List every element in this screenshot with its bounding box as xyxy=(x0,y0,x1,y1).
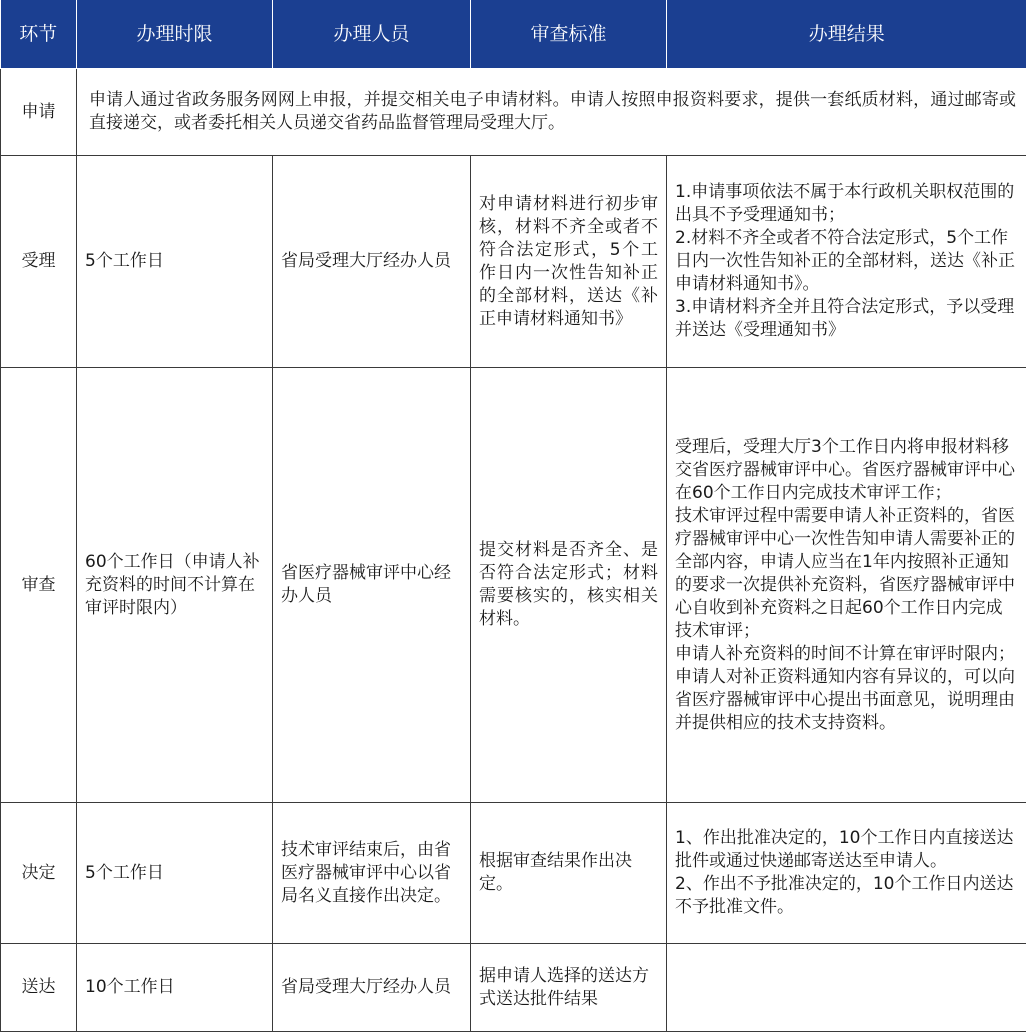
stage-cell: 申请 xyxy=(1,69,77,156)
table-row-deliver xyxy=(1,944,1026,1032)
header-row xyxy=(1,0,1026,69)
handler-cell: 技术审评结束后，由省医疗器械审评中心以省局名义直接作出决定。 xyxy=(273,803,471,944)
header-result: 办理结果 xyxy=(667,0,1026,69)
time-limit-cell: 10个工作日 xyxy=(77,944,273,1032)
time-limit-cell: 60个工作日（申请人补充资料的时间不计算在审评时限内） xyxy=(77,368,273,803)
stage-cell: 受理 xyxy=(1,156,77,368)
criteria-cell: 根据审查结果作出决定。 xyxy=(471,803,667,944)
time-limit-cell: 5个工作日 xyxy=(77,803,273,944)
table-row-review xyxy=(1,368,1026,803)
stage-cell: 审查 xyxy=(1,368,77,803)
stage-cell: 决定 xyxy=(1,803,77,944)
stage-cell: 送达 xyxy=(1,944,77,1032)
criteria-cell: 提交材料是否齐全、是否符合法定形式；材料需要核实的，核实相关材料。 xyxy=(471,368,667,803)
result-cell: 1、作出批准决定的，10个工作日内直接送达批件或通过快递邮寄送达至申请人。 2、作出不予批准决定的，10个工作日内送达不予批准文件。 xyxy=(667,803,1026,944)
criteria-cell: 据申请人选择的送达方式送达批件结果 xyxy=(471,944,667,1032)
header-handler: 办理人员 xyxy=(273,0,471,69)
header-stage: 环节 xyxy=(1,0,77,69)
header-criteria: 审查标准 xyxy=(471,0,667,69)
result-cell xyxy=(667,944,1026,1032)
time-limit-cell: 5个工作日 xyxy=(77,156,273,368)
result-cell: 1.申请事项依法不属于本行政机关职权范围的出具不予受理通知书； 2.材料不齐全或者不符合法定形式，5个工作日内一次性告知补正的全部材料，送达《补正申请材料通知书》。 3.申请材料齐全并且符合法定形式，予以受理并送达《受理通知书》 xyxy=(667,156,1026,368)
table-row-apply xyxy=(1,69,1026,156)
handler-cell: 省医疗器械审评中心经办人员 xyxy=(273,368,471,803)
result-cell: 受理后，受理大厅3个工作日内将申报材料移交省医疗器械审评中心。省医疗器械审评中心在60个工作日内完成技术审评工作； 技术审评过程中需要申请人补正资料的，省医疗器械审评中心一次性告知申请人需要补正的全部内容，申请人应当在1年内按照补正通知的要求一次提供补充资料，省医疗器械审评中心自收到补充资料之日起60个工作日内完成技术审评； 申请人补充资料的时间不计算在审评时限内； 申请人对补正资料通知内容有异议的，可以向省医疗器械审评中心提出书面意见，说明理由并提供相应的技术支持资料。 xyxy=(667,368,1026,803)
criteria-cell: 对申请材料进行初步审核，材料不齐全或者不符合法定形式，5个工作日内一次性告知补正的全部材料，送达《补正申请材料通知书》 xyxy=(471,156,667,368)
apply-description: 申请人通过省政务服务网网上申报，并提交相关电子申请材料。申请人按照申报资料要求，提供一套纸质材料，通过邮寄或直接递交，或者委托相关人员递交省药品监督管理局受理大厅。 xyxy=(77,69,1026,156)
table-row-decide xyxy=(1,803,1026,944)
handler-cell: 省局受理大厅经办人员 xyxy=(273,156,471,368)
header-time-limit: 办理时限 xyxy=(77,0,273,69)
table-row-accept xyxy=(1,156,1026,368)
handler-cell: 省局受理大厅经办人员 xyxy=(273,944,471,1032)
